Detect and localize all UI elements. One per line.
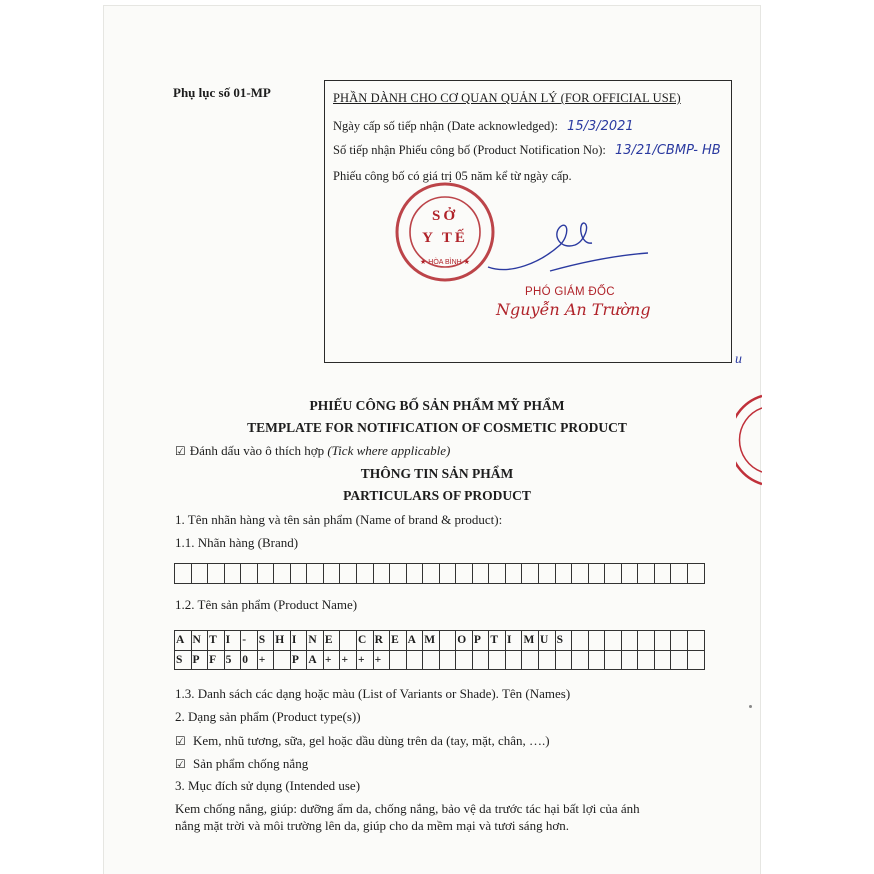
- svg-text:SỞ: SỞ: [431, 208, 459, 224]
- grid-cell: [621, 631, 638, 651]
- grid-cell: P: [290, 650, 307, 670]
- edge-handwritten-mark: u: [735, 352, 742, 367]
- grid-cell: [274, 564, 291, 584]
- grid-cell: [605, 650, 622, 670]
- grid-cell: O: [456, 631, 473, 651]
- grid-cell: [539, 564, 556, 584]
- grid-cell: E: [323, 631, 340, 651]
- grid-cell: [539, 650, 556, 670]
- grid-cell: U: [539, 631, 556, 651]
- grid-cell: I: [290, 631, 307, 651]
- brand-grid: [174, 563, 705, 584]
- particulars-title-vn: THÔNG TIN SẢN PHẨM: [360, 466, 514, 481]
- signature-scribble: [480, 205, 650, 285]
- grid-cell: [323, 564, 340, 584]
- official-use-header: PHẦN DÀNH CHO CƠ QUAN QUẢN LÝ (FOR OFFICIAL USE): [333, 91, 681, 105]
- grid-cell: [390, 564, 407, 584]
- grid-cell: [638, 631, 655, 651]
- grid-cell: +: [340, 650, 357, 670]
- product-name-grid: [174, 630, 705, 670]
- grid-cell: 0: [241, 650, 258, 670]
- grid-cell: N: [191, 631, 208, 651]
- grid-cell: [175, 564, 192, 584]
- grid-cell: [423, 650, 440, 670]
- grid-cell: H: [274, 631, 291, 651]
- form-title-en: TEMPLATE FOR NOTIFICATION OF COSMETIC PRODUCT: [247, 420, 627, 435]
- grid-cell: [588, 564, 605, 584]
- grid-cell: [241, 564, 258, 584]
- grid-cell: [671, 650, 688, 670]
- grid-cell: [340, 631, 357, 651]
- product-name-row: [175, 650, 705, 670]
- form-title-vn: PHIẾU CÔNG BỐ SẢN PHẨM MỸ PHẨM: [309, 398, 565, 413]
- grid-cell: S: [257, 631, 274, 651]
- grid-cell: [654, 650, 671, 670]
- grid-cell: [654, 631, 671, 651]
- checked-box-icon: ☑: [175, 757, 186, 771]
- grid-cell: P: [191, 650, 208, 670]
- intended-use-line-1: Kem chống nắng, giúp: dưỡng ẩm da, chống nắng, bảo vệ da trước tác hại bất lợi của ánh: [175, 801, 640, 816]
- grid-cell: [340, 564, 357, 584]
- grid-cell: [439, 631, 456, 651]
- grid-cell: [257, 564, 274, 584]
- grid-cell: [472, 650, 489, 670]
- grid-cell: A: [175, 631, 192, 651]
- grid-cell: [406, 650, 423, 670]
- validity-note: Phiếu công bố có giá trị 05 năm kể từ ngày cấp.: [333, 169, 572, 183]
- grid-cell: C: [357, 631, 374, 651]
- product-name-row: [175, 631, 705, 651]
- grid-cell: [472, 564, 489, 584]
- product-type-item-2: [175, 756, 308, 772]
- svg-text:★ HÒA BÌNH ★: ★ HÒA BÌNH ★: [420, 259, 470, 266]
- grid-cell: [456, 650, 473, 670]
- grid-cell: A: [307, 650, 324, 670]
- grid-cell: T: [208, 631, 225, 651]
- notification-number-line: [333, 143, 721, 158]
- grid-cell: [439, 564, 456, 584]
- svg-text:Y TẾ: Y TẾ: [422, 230, 468, 246]
- grid-cell: +: [257, 650, 274, 670]
- grid-cell: F: [208, 650, 225, 670]
- grid-cell: +: [373, 650, 390, 670]
- grid-cell: [456, 564, 473, 584]
- intended-use-line-2: nắng mặt trời và môi trường lên da, giúp cho da mềm mại và tươi sáng hơn.: [175, 818, 569, 833]
- grid-cell: N: [307, 631, 324, 651]
- grid-cell: [654, 564, 671, 584]
- grid-cell: R: [373, 631, 390, 651]
- grid-cell: [390, 650, 407, 670]
- section-1-2-heading: 1.2. Tên sản phẩm (Product Name): [175, 597, 358, 612]
- grid-cell: [687, 564, 704, 584]
- grid-cell: [208, 564, 225, 584]
- grid-cell: [522, 564, 539, 584]
- grid-cell: [423, 564, 440, 584]
- notification-number-value: 13/21/CBMP- HB: [615, 143, 721, 158]
- section-3-heading: 3. Mục đích sử dụng (Intended use): [175, 778, 361, 793]
- checked-box-icon: ☑: [175, 734, 186, 748]
- signer-name: Nguyễn An Trường: [496, 300, 651, 319]
- grid-cell: [671, 631, 688, 651]
- grid-cell: T: [489, 631, 506, 651]
- grid-cell: E: [390, 631, 407, 651]
- tick-note-text: Đánh dấu vào ô thích hợp: [189, 443, 328, 458]
- grid-cell: [621, 564, 638, 584]
- grid-cell: I: [224, 631, 241, 651]
- grid-cell: [357, 564, 374, 584]
- grid-cell: [274, 650, 291, 670]
- grid-cell: -: [241, 631, 258, 651]
- grid-cell: [605, 564, 622, 584]
- grid-cell: [605, 631, 622, 651]
- product-type-label-1: Kem, nhũ tương, sữa, gel hoặc dầu dùng trên da (tay, mặt, chân, ….): [193, 733, 550, 748]
- grid-cell: [687, 650, 704, 670]
- date-acknowledged-value: 15/3/2021: [567, 119, 634, 134]
- grid-cell: 5: [224, 650, 241, 670]
- section-2-heading: 2. Dạng sản phẩm (Product type(s)): [175, 709, 361, 724]
- grid-cell: [191, 564, 208, 584]
- product-type-item-1: [175, 733, 550, 749]
- section-1-3-heading: 1.3. Danh sách các dạng hoặc màu (List of Variants or Shade). Tên (Names): [175, 686, 571, 701]
- notification-number-label: Số tiếp nhận Phiếu công bố (Product Notification No):: [333, 143, 606, 157]
- grid-cell: [572, 564, 589, 584]
- grid-cell: [555, 650, 572, 670]
- grid-cell: P: [472, 631, 489, 651]
- grid-cell: [555, 564, 572, 584]
- grid-cell: +: [323, 650, 340, 670]
- grid-cell: [687, 631, 704, 651]
- appendix-label: Phụ lục số 01-MP: [173, 85, 271, 100]
- grid-cell: [439, 650, 456, 670]
- grid-cell: [373, 564, 390, 584]
- signer-title: PHÓ GIÁM ĐỐC: [525, 286, 615, 298]
- date-acknowledged-label: Ngày cấp số tiếp nhận (Date acknowledged):: [333, 119, 558, 133]
- grid-cell: S: [175, 650, 192, 670]
- grid-cell: [505, 650, 522, 670]
- grid-cell: [588, 650, 605, 670]
- grid-cell: I: [505, 631, 522, 651]
- grid-cell: [406, 564, 423, 584]
- grid-cell: [522, 650, 539, 670]
- tick-note-italic: (Tick where applicable): [327, 443, 451, 458]
- grid-cell: M: [423, 631, 440, 651]
- grid-cell: [588, 631, 605, 651]
- grid-cell: [290, 564, 307, 584]
- grid-cell: [572, 650, 589, 670]
- grid-cell: [489, 650, 506, 670]
- particulars-title-en: PARTICULARS OF PRODUCT: [343, 488, 531, 503]
- grid-cell: A: [406, 631, 423, 651]
- product-type-label-2: Sản phẩm chống nắng: [193, 756, 309, 771]
- brand-row: [175, 564, 705, 584]
- section-1-heading: 1. Tên nhãn hàng và tên sản phẩm (Name of brand & product):: [175, 512, 503, 527]
- grid-cell: [307, 564, 324, 584]
- paper-speck: [749, 705, 752, 708]
- grid-cell: [505, 564, 522, 584]
- grid-cell: [489, 564, 506, 584]
- checked-box-icon: ☑: [175, 444, 186, 458]
- grid-cell: S: [555, 631, 572, 651]
- grid-cell: [638, 650, 655, 670]
- grid-cell: +: [357, 650, 374, 670]
- grid-cell: [671, 564, 688, 584]
- grid-cell: M: [522, 631, 539, 651]
- date-acknowledged-line: [333, 119, 634, 134]
- grid-cell: [638, 564, 655, 584]
- grid-cell: [572, 631, 589, 651]
- grid-cell: [621, 650, 638, 670]
- grid-cell: [224, 564, 241, 584]
- tick-note: [175, 443, 450, 459]
- section-1-1-heading: 1.1. Nhãn hàng (Brand): [175, 535, 299, 550]
